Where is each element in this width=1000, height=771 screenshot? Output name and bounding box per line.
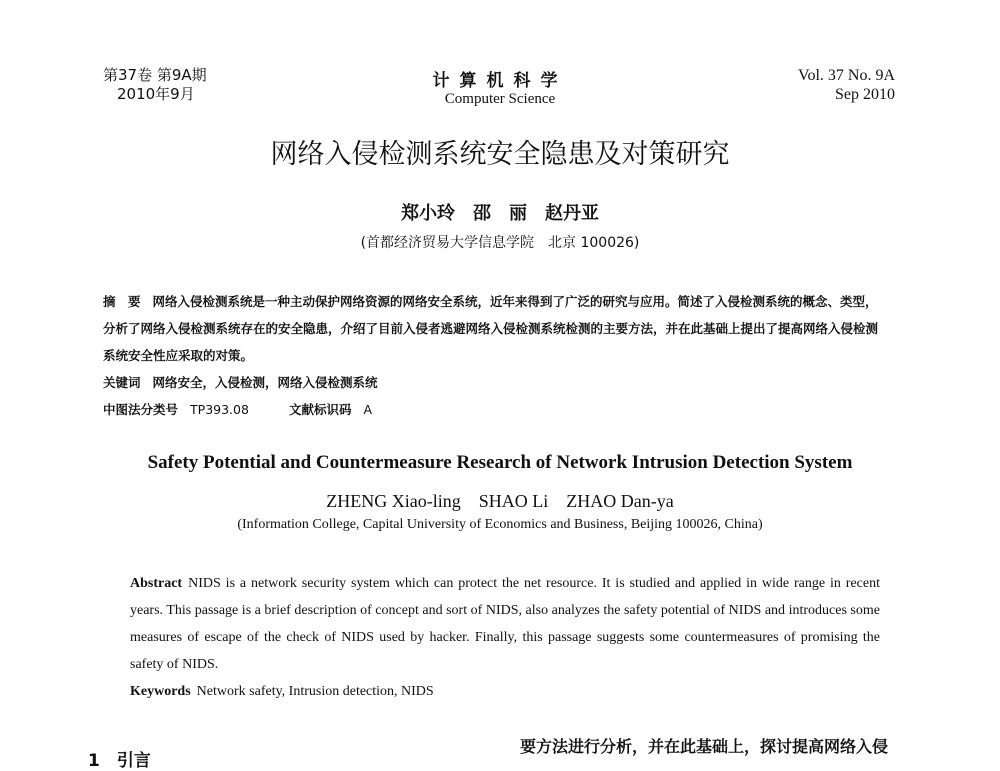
volume-cn: 第37卷 第9A期 <box>103 66 207 84</box>
abstract-en <box>130 570 880 705</box>
keywords-cn: 网络安全，入侵检测，网络入侵检测系统 <box>152 375 378 390</box>
clc-label: 中图法分类号 <box>103 402 179 417</box>
authors-cn: 郑小玲 邵 丽 赵丹亚 <box>401 203 599 224</box>
doc-code-value: A <box>363 402 373 417</box>
date-cn: 2010年9月 <box>117 85 195 103</box>
abstract-en-label: Abstract <box>130 576 183 591</box>
abstract-en-text: NIDS is a network security system which can protect the net resource. It is studied and applied in wide range in recent years. This passage is a brief description of concept and sort of NIDS, also analyzes the safety potential of NIDS and introduces some measures of escape of the check of NIDS used by hacker. Finally, this passage suggests some countermeasures of promising the safety of NIDS. <box>130 576 880 672</box>
journal-cn: 计算机科学 <box>432 71 568 91</box>
journal-en: Computer Science <box>444 91 556 107</box>
keywords-en-label: Keywords <box>130 684 191 699</box>
column2-text: 要方法进行分析，并在此基础上，探讨提高网络入侵 <box>520 737 889 756</box>
abstract-cn <box>103 288 883 423</box>
keywords-en: Network safety, Intrusion detection, NIDS <box>196 684 434 699</box>
affiliation-en: (Information College, Capital University of Economics and Business, Beijing 100026, China) <box>237 517 763 532</box>
clc-value: TP393.08 <box>190 402 249 417</box>
volume-en: Vol. 37 No. 9A <box>797 67 895 84</box>
date-en: Sep 2010 <box>835 86 895 103</box>
authors-en: ZHENG Xiao-ling SHAO Li ZHAO Dan-ya <box>326 491 674 511</box>
section-heading: 1 引言 <box>88 751 151 771</box>
abstract-cn-text: 网络入侵检测系统是一种主动保护网络资源的网络安全系统，近年来得到了广泛的研究与应用。简述了入侵检测系统的概念、类型，分析了网络入侵检测系统存在的安全隐患，介绍了目前入侵者逃避网络入侵检测系统检测的主要方法，并在此基础上提出了提高网络入侵检测系统安全性应采取的对策。 <box>103 294 879 363</box>
doc-code-label: 文献标识码 <box>288 402 352 417</box>
title-en: Safety Potential and Countermeasure Research of Network Intrusion Detection System <box>147 452 853 473</box>
keywords-cn-label: 关键词 <box>103 375 141 390</box>
title-cn: 网络入侵检测系统安全隐患及对策研究 <box>270 139 730 170</box>
abstract-cn-label: 摘 要 <box>103 294 141 309</box>
affiliation-cn: (首都经济贸易大学信息学院 北京 100026) <box>360 235 640 251</box>
header-right <box>798 66 895 104</box>
